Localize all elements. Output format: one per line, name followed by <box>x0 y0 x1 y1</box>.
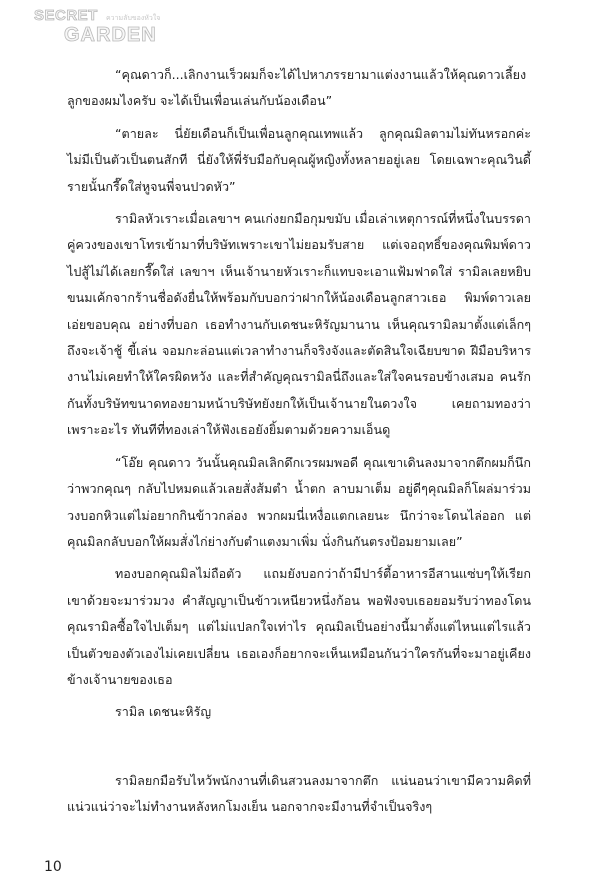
logo-word-secret: SECRET <box>34 7 98 24</box>
logo-word-garden: GARDEN <box>64 24 157 46</box>
page-number: 10 <box>44 859 62 875</box>
paragraph-dialogue-1: “คุณดาวก็...เลิกงานเร็วผมก็จะได้ไปหาภรรยามาแต่งงานแล้วให้คุณดาวเลี้ยงลูกของผมไงครับ จะได้เป็นเพื่อนเล่นกับน้องเดือน” <box>67 67 527 109</box>
paragraph-narration-2: ทองบอกคุณมิลไม่ถือตัว แถมยังบอกว่าถ้ามีปาร์ตี้อาหารอีสานแซ่บๆให้เรียกเขาด้วยจะมาร่วมวง คำสัญญาเป็นข้าวเหนียวหนึ่งก้อน พอฟังจบเธอยอมรับว่าทองโดนคุณรามิลซื้อใจไปเต็มๆ แต่ไม่แปลกใจเท่าไร คุณมิลเป็นอย่างนี้มาตั้งแต่ไหนแต่ไรแล้ว เป็นตัวของตัวเองไม่เคยเปลี่ยน เธอเองก็อยากจะเห็นเหมือนกันว่าใครกันที่จะมาอยู่เคียงข้างเจ้านายของเธอ <box>67 566 531 687</box>
paragraph-narration-1: รามิลหัวเราะเมื่อเลขาฯ คนเก่งยกมือกุมขมับ เมื่อเล่าเหตุการณ์ที่หนึ่งในบรรดาคู่ควงของเขาโทรเข้ามาที่บริษัทเพราะเขาไม่ยอมรับสาย แต่เจอฤทธิ์ของคุณพิมพ์ดาวไปสู้ไม่ได้เลยกรี๊ดใส่ เลขาฯ เห็นเจ้านายหัวเราะก็แทบจะเอาแฟ้มฟาดใส่ รามิลเลยหยิบขนมเค้กจากร้านชื่อดังยื่นให้พร้อมกับบอกว่าฝากให้น้องเดือนลูกสาวเธอ พิมพ์ดาวเลยเอ่ยขอบคุณ อย่างที่บอก เธอทำงานกับเดชนะหิรัญมานาน เห็นคุณรามิลมาตั้งแต่เล็กๆ ถึงจะเจ้าชู้ ขี้เล่น จอมกะล่อนแต่เวลาทำงานก็จริงจังและตัดสินใจเฉียบขาด ฝีมือบริหารงานไม่เคยทำให้ใครผิดหวัง และที่สำคัญคุณรามิลนี่ถึงและใส่ใจคนรอบข้างเสมอ คนรักกันทั้งบริษัทขนาดทองยามหน้าบริษัทยังยกให้เป็นเจ้านายในดวงใจ เคยถามทองว่าเพราะอะไร ทันทีที่ทองเล่าให้ฟังเธอยังยิ้มตามด้วยความเอ็นดู <box>67 211 531 438</box>
paragraph-dialogue-2: “ตายละ นี่ยัยเดือนก็เป็นเพื่อนลูกคุณเทพแล้ว ลูกคุณมิลตามไม่ทันหรอกค่ะ ไม่มีเป็นตัวเป็นตนสักที นี่ยังให้พี่รับมือกับคุณผู้หญิงทั้งหลายอยู่เลย โดยเฉพาะคุณวินดี้ รายนั้นกรี๊ดใส่หูจนพี่จนปวดหัว” <box>67 125 531 194</box>
section-heading-name: รามิล เดชนะหิรัญ <box>115 704 212 720</box>
secret-garden-logo <box>34 7 174 49</box>
paragraph-dialogue-3: “โอ๊ย คุณดาว วันนั้นคุณมิลเลิกดึกเวรผมพอดี คุณเขาเดินลงมาจากตึกผมก็นึกว่าพวกคุณๆ กลับไปหมดแล้วเลยสั่งส้มตำ น้ำตก ลาบมาเต็ม อยู่ดีๆคุณมิลก็โผล่มาร่วมวงบอกหิวแต่ไม่อยากกินข้าวกล่อง พวกผมนี่เหงื่อแตกเลยนะ นึกว่าจะโดนไล่ออก แต่คุณมิลกลับบอกให้ผมสั่งไก่ย่างกับตำแตงมาเพิ่ม นั่งกินกันตรงป้อมยามเลย” <box>67 454 531 549</box>
page-body <box>67 62 531 827</box>
paragraph-narration-3: รามิลยกมือรับไหว้พนักงานที่เดินสวนลงมาจากตึก แน่นอนว่าเขามีความคิดที่แน่วแน่ว่าจะไม่ทำงานหลังหกโมงเย็น นอกจากจะมีงานที่จำเป็นจริงๆ <box>67 772 531 815</box>
logo-thai-subtitle: ความลับของหัวใจ <box>106 14 161 22</box>
